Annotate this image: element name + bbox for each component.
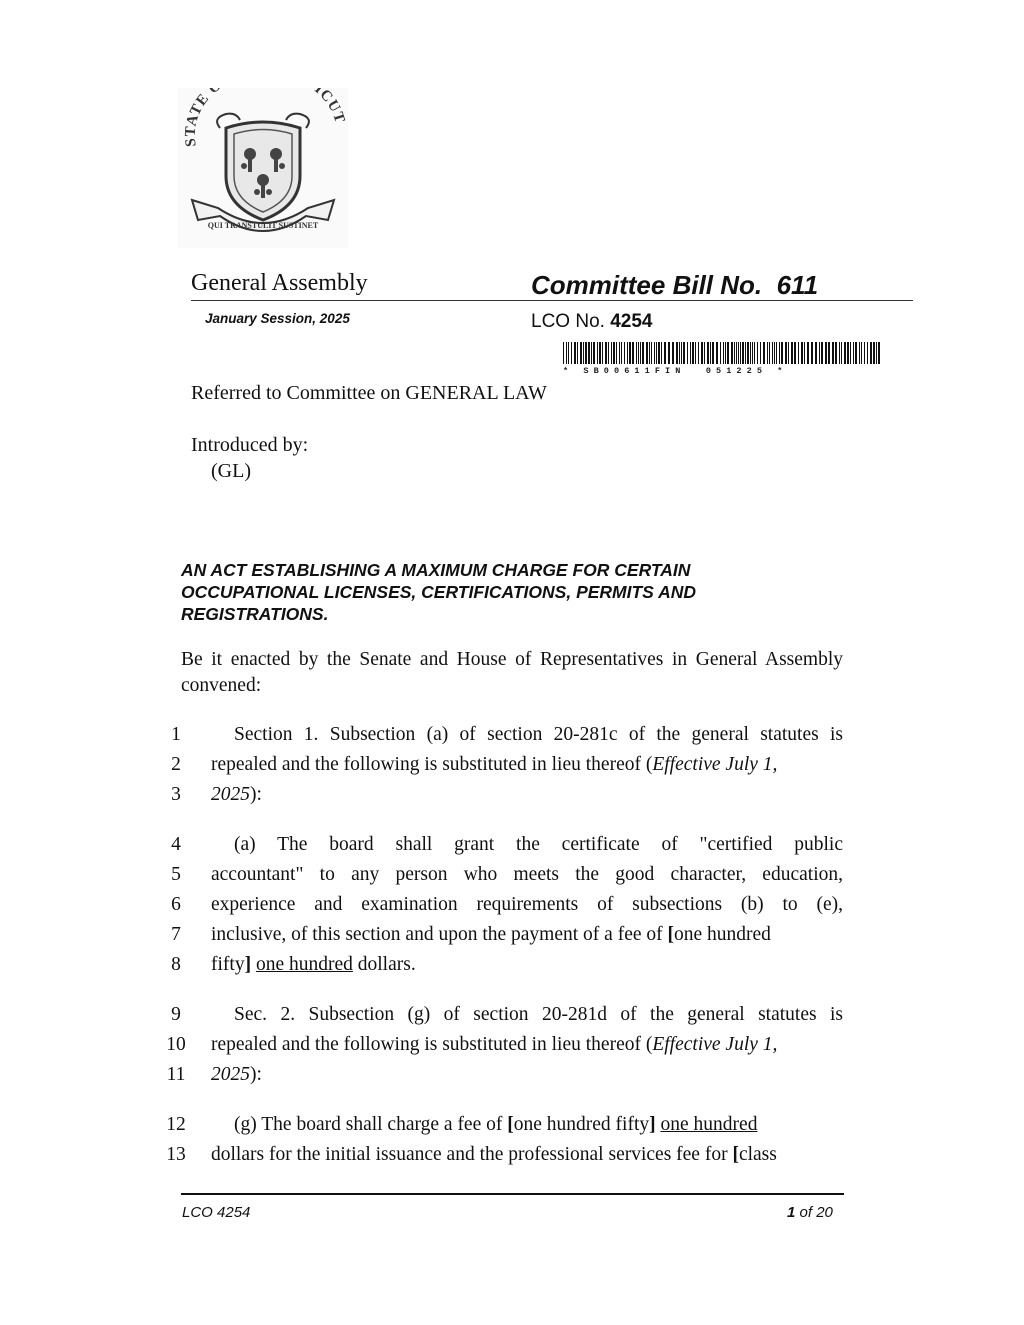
deletion-bracket: ] (649, 1114, 656, 1135)
text-span: repealed and the following is substituted in lieu thereof ( (211, 1034, 653, 1055)
barcode-bar (801, 342, 803, 364)
deletion-bracket: [ (507, 1114, 514, 1135)
barcode-bar (695, 342, 696, 364)
total-pages: of 20 (799, 1204, 833, 1221)
text-span: repealed and the following is substituted in lieu thereof ( (211, 754, 653, 775)
inserted-text: one hundred (255, 954, 353, 975)
introduced-by-label: Introduced by: (191, 434, 309, 456)
barcode-bar (588, 342, 590, 364)
committee-referral: Referred to Committee on GENERAL LAW (191, 382, 547, 404)
barcode-bar (757, 342, 758, 364)
lco-number: 4254 (610, 311, 653, 332)
barcode-bar (734, 342, 735, 364)
barcode (563, 342, 883, 374)
footer-lco: LCO 4254 (182, 1204, 251, 1221)
barcode-bar (632, 342, 634, 364)
bill-line-2 (211, 750, 843, 780)
bill-title: Committee Bill No. 611 (531, 270, 819, 300)
line-number: 1 (171, 724, 181, 745)
barcode-bar (642, 342, 644, 364)
bill-line-4: (a) The board shall grant the certificate of "certified public (234, 834, 843, 855)
barcode-bar (597, 342, 598, 364)
lco-label: LCO No. (531, 311, 605, 332)
barcode-bar (745, 342, 746, 364)
barcode-bar (819, 342, 820, 364)
deleted-text: fifty (211, 954, 245, 975)
barcode-bar (855, 342, 857, 364)
barcode-bar (791, 342, 793, 364)
effective-date: Effective July 1, (652, 1034, 778, 1055)
text-span: ): (250, 784, 262, 805)
line-number: 13 (166, 1144, 186, 1165)
barcode-bar (704, 342, 705, 364)
state-seal-icon (178, 88, 348, 248)
current-page: 1 (787, 1204, 796, 1221)
barcode-bar (850, 342, 851, 364)
barcode-bar (624, 342, 625, 364)
barcode-bar (580, 342, 582, 364)
barcode-bar (835, 342, 837, 364)
barcode-bars (563, 342, 883, 374)
barcode-bar (668, 342, 670, 364)
bill-line-10 (211, 1030, 843, 1060)
barcode-bar (776, 342, 777, 364)
bill-line-7 (211, 920, 843, 950)
barcode-bar (723, 342, 724, 364)
barcode-bar (602, 342, 603, 364)
barcode-bar (681, 342, 682, 364)
barcode-bar (742, 342, 744, 364)
deleted-text: one hundred fifty (513, 1114, 650, 1135)
barcode-bar (672, 342, 674, 364)
barcode-bar (698, 342, 699, 364)
barcode-bar (568, 342, 569, 364)
barcode-bar (566, 342, 567, 364)
barcode-bar (763, 342, 765, 364)
barcode-bar (692, 342, 694, 364)
barcode-bar (870, 342, 872, 364)
barcode-bar (736, 342, 737, 364)
barcode-bar (747, 342, 749, 364)
barcode-bar (616, 342, 617, 364)
barcode-bar (720, 342, 721, 364)
svg-text:STATE OF CONNECTICUT: STATE ICUT (182, 88, 348, 148)
line-number: 9 (171, 1004, 181, 1025)
barcode-bar (725, 342, 726, 364)
line-number: 5 (171, 864, 181, 885)
barcode-bar (844, 342, 846, 364)
barcode-bar (664, 342, 666, 364)
barcode-bar (627, 342, 628, 364)
barcode-bar (781, 342, 783, 364)
barcode-bar (794, 342, 796, 364)
barcode-bar (750, 342, 751, 364)
barcode-bar (577, 342, 578, 364)
deleted-text: class (738, 1144, 777, 1165)
barcode-bar (591, 342, 592, 364)
barcode-bar (676, 342, 678, 364)
barcode-bar (873, 342, 875, 364)
barcode-bar (839, 342, 840, 364)
barcode-bar (640, 342, 641, 364)
barcode-bar (658, 342, 660, 364)
text-span: ): (250, 1064, 262, 1085)
barcode-bar (599, 342, 601, 364)
text-span: dollars. (352, 954, 416, 975)
barcode-bar (716, 342, 718, 364)
barcode-bar (752, 342, 753, 364)
line-number: 2 (171, 754, 181, 775)
barcode-bar (798, 342, 799, 364)
barcode-bar (760, 342, 761, 364)
barcode-bar (740, 342, 741, 364)
barcode-bar (876, 342, 877, 364)
barcode-bar (774, 342, 775, 364)
barcode-bar (769, 342, 770, 364)
barcode-bar (707, 342, 709, 364)
line-number: 6 (171, 894, 181, 915)
barcode-bar (605, 342, 607, 364)
barcode-bar (815, 342, 817, 364)
act-title: AN ACT ESTABLISHING A MAXIMUM CHARGE FOR CERTAIN OCCUPATIONAL LICENSES, CERTIFICATIONS, PERMITS AND REGISTRATIONS. (181, 560, 696, 624)
barcode-bar (646, 342, 648, 364)
inserted-text: one hundred (660, 1114, 758, 1135)
barcode-bar (638, 342, 639, 364)
barcode-bar (574, 342, 576, 364)
barcode-bar (811, 342, 813, 364)
barcode-bar (867, 342, 868, 364)
barcode-bar (611, 342, 612, 364)
introducer: (GL) (211, 460, 251, 482)
deletion-bracket: ] (244, 954, 252, 975)
bill-line-8 (211, 950, 843, 980)
session-label: January Session, 2025 (205, 311, 350, 326)
barcode-bar (613, 342, 615, 364)
barcode-bar (656, 342, 657, 364)
barcode-bar (661, 342, 662, 364)
line-number: 10 (166, 1034, 186, 1055)
deleted-text: one hundred (674, 924, 771, 945)
page-number (787, 1204, 833, 1221)
effective-date: Effective July 1, (652, 754, 778, 775)
barcode-bar (847, 342, 849, 364)
enacting-clause: Be it enacted by the Senate and House of Representatives in General Assembly convened: (181, 649, 843, 696)
barcode-bar (841, 342, 842, 364)
header-divider (191, 300, 913, 301)
barcode-bar (861, 342, 862, 364)
line-number: 7 (171, 924, 181, 945)
barcode-bar (712, 342, 714, 364)
svg-text:QUI TRANSTULIT SUSTINET: QUI TRANSTULIT SUSTINET (207, 221, 319, 230)
barcode-bar (859, 342, 860, 364)
bill-line-11 (211, 1060, 843, 1090)
barcode-bar (779, 342, 780, 364)
barcode-bar (683, 342, 685, 364)
barcode-bar (772, 342, 773, 364)
bill-line-1: Section 1. Subsection (a) of section 20-281c of the general statutes is (234, 724, 843, 745)
line-number: 3 (171, 784, 181, 805)
effective-year: 2025 (211, 784, 250, 805)
barcode-bar (629, 342, 631, 364)
barcode-bar (832, 342, 834, 364)
barcode-bar (690, 342, 691, 364)
barcode-bar (636, 342, 637, 364)
barcode-bar (807, 342, 809, 364)
barcode-bar (710, 342, 711, 364)
barcode-bar (788, 342, 789, 364)
bill-line-5: accountant" to any person who meets the good character, education, (211, 864, 843, 885)
footer-divider (181, 1193, 844, 1195)
line-number: 4 (171, 834, 181, 855)
text-span: (g) The board shall charge a fee of (234, 1114, 508, 1135)
text-span: dollars for the initial issuance and the professional services fee for (211, 1144, 733, 1165)
barcode-bar (571, 342, 572, 364)
barcode-bar (738, 342, 739, 364)
barcode-bar (754, 342, 755, 364)
barcode-bar (828, 342, 830, 364)
barcode-bar (649, 342, 650, 364)
barcode-bar (878, 342, 880, 364)
barcode-bar (825, 342, 827, 364)
lco-number-line (531, 311, 652, 333)
barcode-bar (701, 342, 703, 364)
bill-line-3 (211, 780, 843, 810)
barcode-bar (785, 342, 787, 364)
barcode-bar (853, 342, 854, 364)
bill-line-13 (211, 1140, 843, 1170)
barcode-bar (727, 342, 729, 364)
deletion-bracket: [ (667, 924, 674, 945)
barcode-bar (651, 342, 652, 364)
barcode-bar (821, 342, 823, 364)
barcode-bar (654, 342, 655, 364)
barcode-text: * S B 0 0 6 1 1 F I N 0 5 1 2 2 5 * (563, 366, 783, 374)
bill-line-6: experience and examination requirements of subsections (b) to (e), (211, 894, 843, 915)
barcode-bar (619, 342, 620, 364)
barcode-bar (767, 342, 768, 364)
barcode-bar (679, 342, 680, 364)
barcode-bar (593, 342, 595, 364)
assembly-name: General Assembly (191, 270, 368, 296)
bill-line-9: Sec. 2. Subsection (g) of section 20-281d of the general statutes is (234, 1004, 843, 1025)
text-span: inclusive, of this section and upon the payment of a fee of (211, 924, 668, 945)
bill-line-12 (211, 1110, 843, 1140)
barcode-bar (608, 342, 609, 364)
barcode-bar (864, 342, 865, 364)
line-number: 12 (166, 1114, 186, 1135)
deletion-bracket: [ (732, 1144, 739, 1165)
effective-year: 2025 (211, 1064, 250, 1085)
barcode-bar (563, 342, 564, 364)
barcode-bar (687, 342, 688, 364)
barcode-bar (585, 342, 587, 364)
barcode-bar (731, 342, 733, 364)
barcode-bar (583, 342, 584, 364)
line-number: 11 (166, 1064, 186, 1085)
barcode-bar (804, 342, 805, 364)
line-number: 8 (171, 954, 181, 975)
barcode-bar (621, 342, 622, 364)
